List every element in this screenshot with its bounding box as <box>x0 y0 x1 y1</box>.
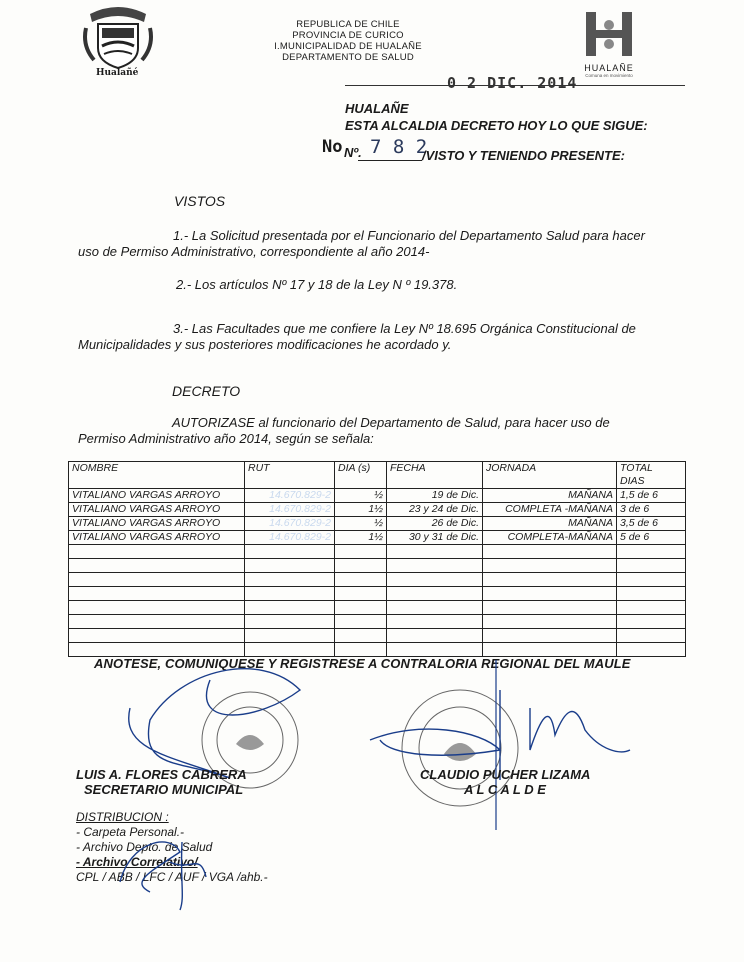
table-empty-row <box>69 573 686 587</box>
cell-jornada: COMPLETA-MAÑANA <box>483 531 617 545</box>
col-total <box>617 462 686 489</box>
h-logo-icon <box>584 10 634 58</box>
header-line-1: REPUBLICA DE CHILE <box>296 19 400 30</box>
logo-tagline: Comuna en movimiento <box>585 73 633 78</box>
table-header-row <box>69 462 686 489</box>
visto-1-line-1: 1.- La Solicitud presentada por el Funcionario del Departamento Salud para hacer <box>173 228 645 243</box>
secretary-title: SECRETARIO MUNICIPAL <box>84 782 244 797</box>
distribution-item: - Carpeta Personal.- <box>76 825 185 839</box>
cell-jornada: COMPLETA -MAÑANA <box>483 503 617 517</box>
cell-fecha: 26 de Dic. <box>387 517 483 531</box>
col-dias: DIA (s) <box>335 462 387 489</box>
distribution-heading: DISTRIBUCION : <box>76 810 169 824</box>
table-empty-row <box>69 615 686 629</box>
date-stamp: 0 2 DIC. 2014 <box>447 74 578 92</box>
cell-nombre: VITALIANO VARGAS ARROYO <box>69 531 245 545</box>
cell-nombre: VITALIANO VARGAS ARROYO <box>69 517 245 531</box>
cell-dias: 1½ <box>335 503 387 517</box>
number-underline <box>358 160 422 161</box>
cell-dias: ½ <box>335 489 387 503</box>
distribution-item: - Archivo Depto. de Salud <box>76 840 213 854</box>
distribution-signature <box>110 822 230 912</box>
table-empty-row <box>69 559 686 573</box>
cell-total: 1,5 de 6 <box>617 489 686 503</box>
header-line-2: PROVINCIA DE CURICO <box>292 30 404 41</box>
decree-number: 7 8 2 <box>370 136 428 158</box>
col-rut: RUT <box>245 462 335 489</box>
table-empty-row <box>69 643 686 657</box>
decreto-line-2: Permiso Administrativo año 2014, según se señala: <box>78 431 374 446</box>
table-empty-row <box>69 587 686 601</box>
permission-table <box>68 461 686 657</box>
visto-1-line-2: uso de Permiso Administrativo, correspondiente al año 2014- <box>78 244 430 259</box>
cell-fecha: 30 y 31 de Dic. <box>387 531 483 545</box>
table-empty-row <box>69 545 686 559</box>
decree-city: HUALAÑE <box>345 101 409 116</box>
mayor-title: A L C A L D E <box>464 782 546 797</box>
cell-nombre: VITALIANO VARGAS ARROYO <box>69 503 245 517</box>
cell-fecha: 23 y 24 de Dic. <box>387 503 483 517</box>
cell-rut: 14.670.829-2 <box>245 517 335 531</box>
visto-2: 2.- Los artículos Nº 17 y 18 de la Ley N º 19.378. <box>176 277 458 292</box>
col-fecha: FECHA <box>387 462 483 489</box>
table-row <box>69 489 686 503</box>
cell-rut: 14.670.829-2 <box>245 503 335 517</box>
cell-dias: ½ <box>335 517 387 531</box>
mayor-name: CLAUDIO PUCHER LIZAMA <box>420 767 591 782</box>
hualane-logo <box>580 10 638 82</box>
decree-number-line <box>322 137 652 161</box>
closing-text: ANOTESE, COMUNIQUESE Y REGISTRESE A CONTRALORIA REGIONAL DEL MAULE <box>94 656 631 671</box>
col-jornada: JORNADA <box>483 462 617 489</box>
cell-rut: 14.670.829-2 <box>245 531 335 545</box>
distribution-item: - Archivo Correlativo/ <box>76 855 198 869</box>
decreto-line-1: AUTORIZASE al funcionario del Departamento de Salud, para hacer uso de <box>172 415 610 430</box>
table-row <box>69 503 686 517</box>
cell-total: 5 de 6 <box>617 531 686 545</box>
cell-total: 3,5 de 6 <box>617 517 686 531</box>
table-empty-row <box>69 629 686 643</box>
header-line-3: I.MUNICIPALIDAD DE HUALAÑE <box>274 41 422 52</box>
table-empty-row <box>69 601 686 615</box>
letterhead <box>228 19 468 63</box>
cell-nombre: VITALIANO VARGAS ARROYO <box>69 489 245 503</box>
visto-3-line-1: 3.- Las Facultades que me confiere la Ley Nº 18.695 Orgánica Constitucional de <box>173 321 636 336</box>
secretary-name: LUIS A. FLORES CABRERA <box>76 767 247 782</box>
col-total-line-1: TOTAL <box>620 462 653 474</box>
cell-jornada: MAÑANA <box>483 489 617 503</box>
col-total-line-2: DIAS <box>620 475 645 487</box>
header-line-4: DEPARTAMENTO DE SALUD <box>282 52 414 63</box>
logo-name: HUALAÑE <box>584 63 634 73</box>
decree-intro: ESTA ALCALDIA DECRETO HOY LO QUE SIGUE: <box>345 118 648 133</box>
decreto-heading: DECRETO <box>172 383 241 399</box>
no-stamp: No <box>322 137 343 157</box>
visto-3-line-2: Municipalidades y sus posteriores modificaciones he acordado y. <box>78 337 452 352</box>
cell-total: 3 de 6 <box>617 503 686 517</box>
cell-fecha: 19 de Dic. <box>387 489 483 503</box>
cell-rut: 14.670.829-2 <box>245 489 335 503</box>
decree-visto: /VISTO Y TENIENDO PRESENTE: <box>422 148 625 163</box>
no-label: Nº. <box>344 145 362 160</box>
vistos-heading: VISTOS <box>174 193 226 209</box>
cell-jornada: MAÑANA <box>483 517 617 531</box>
cell-dias: 1½ <box>335 531 387 545</box>
table-row <box>69 517 686 531</box>
initials-line: CPL / ABB / LFC / AUF / VGA /ahb.- <box>76 870 268 884</box>
crest-caption-bottom: Hualañé <box>96 68 139 78</box>
col-nombre: NOMBRE <box>69 462 245 489</box>
municipal-crest <box>80 2 156 78</box>
table-row <box>69 531 686 545</box>
